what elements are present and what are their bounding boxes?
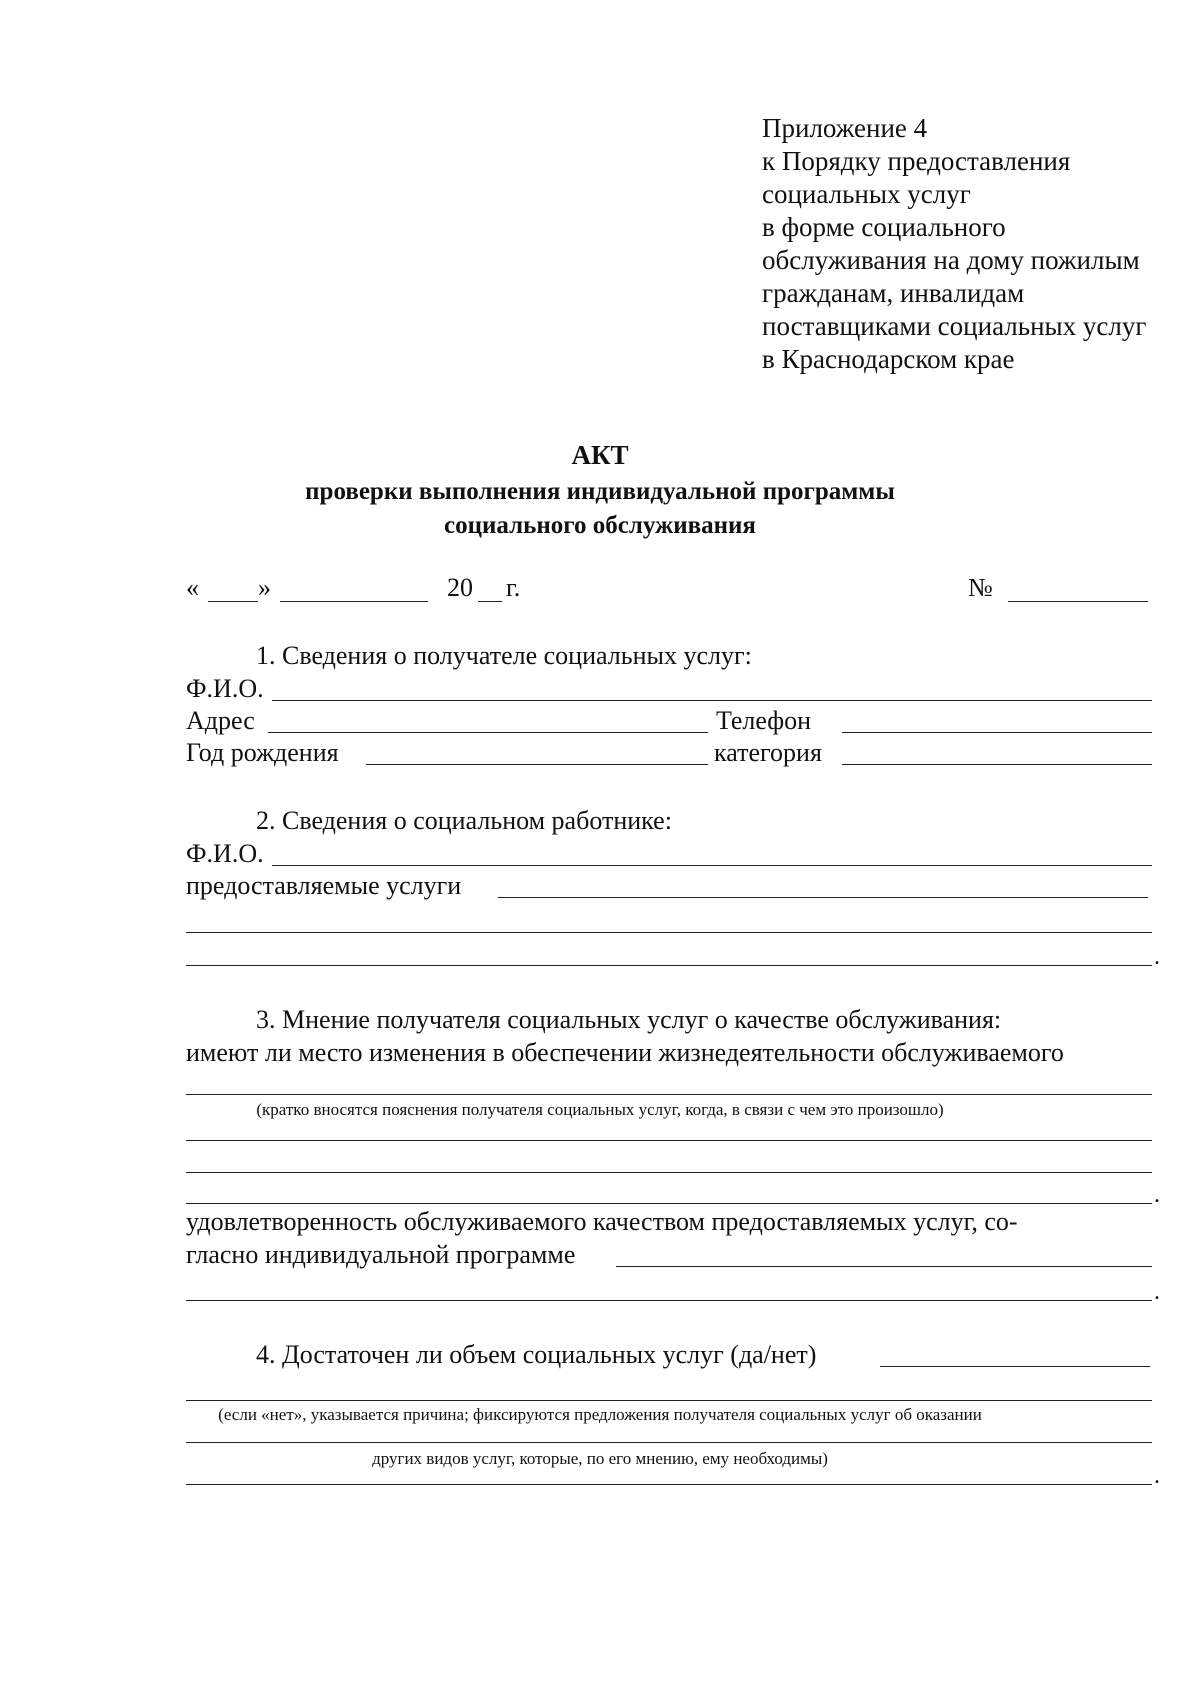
recipient-fio-label: Ф.И.О. [186,674,264,703]
year-prefix: 20 [447,573,473,602]
section4-heading: 4. Достаточен ли объем социальных услуг (да/нет) [256,1340,817,1369]
act-number-field[interactable] [1008,601,1148,602]
document-subtitle-line2: социального обслуживания [444,512,756,539]
worker-services-field[interactable] [498,897,1148,898]
sufficiency-answer-field[interactable] [880,1366,1150,1367]
satisfaction-text-line2: гласно индивидуальной программе [186,1240,576,1269]
day-field[interactable] [208,601,258,602]
changes-field-line2[interactable] [186,1140,1152,1141]
recipient-phone-field[interactable] [842,732,1152,733]
satisfaction-field-line2[interactable] [186,1300,1152,1301]
satisfaction-field[interactable] [616,1266,1152,1267]
recipient-address-label: Адрес [186,706,255,735]
appendix-line: Приложение 4 [762,113,928,143]
sufficiency-reason-field-line3[interactable] [186,1484,1152,1485]
section3-question: имеют ли место изменения в обеспечении жизнедеятельности обслуживаемого [186,1038,1064,1067]
satisfaction-text-line1: удовлетворенность обслуживаемого качеством предоставляемых услуг, со- [186,1207,1018,1236]
date-close-quote: » [258,573,271,602]
appendix-line: гражданам, инвалидам [762,278,1025,308]
appendix-line: к Порядку предоставления [762,146,1071,176]
appendix-block [762,112,1182,376]
recipient-fio-field[interactable] [272,700,1152,701]
worker-services-label: предоставляемые услуги [186,871,462,900]
sufficiency-reason-field-line2[interactable] [186,1442,1152,1443]
month-field[interactable] [280,601,428,602]
recipient-address-field[interactable] [268,732,708,733]
section4-hint-line2: других видов услуг, которые, по его мнению, ему необходимы) [372,1449,828,1468]
period-mark: . [1154,1279,1160,1305]
section2-heading: 2. Сведения о социальном работнике: [256,806,672,835]
section3-heading: 3. Мнение получателя социальных услуг о качестве обслуживания: [256,1005,1002,1034]
number-sign: № [968,573,993,602]
appendix-line: в Краснодарском крае [762,344,1015,374]
recipient-birth-year-label: Год рождения [186,738,339,767]
section1-heading: 1. Сведения о получателе социальных услуг: [256,641,752,670]
appendix-line: социальных услуг [762,179,971,209]
changes-field-line3[interactable] [186,1172,1152,1173]
appendix-line: в форме социального [762,212,1006,242]
section3-hint: (кратко вносятся пояснения получателя социальных услуг, когда, в связи с чем это произошло) [256,1100,944,1119]
sufficiency-reason-field[interactable] [186,1400,1152,1401]
changes-field-line4[interactable] [186,1203,1152,1204]
worker-services-field-line2[interactable] [186,932,1152,933]
recipient-birth-year-field[interactable] [366,764,708,765]
changes-field[interactable] [186,1094,1152,1095]
worker-fio-field[interactable] [272,865,1152,866]
recipient-category-field[interactable] [842,764,1152,765]
document-subtitle-line1: проверки выполнения индивидуальной программы [305,478,895,505]
period-mark: . [1154,1463,1160,1489]
appendix-line: поставщиками социальных услуг [762,311,1147,341]
year-suffix: г. [506,573,521,602]
section4-hint-line1: (если «нет», указывается причина; фиксируются предложения получателя социальных услуг об оказании [218,1405,982,1424]
recipient-category-label: категория [714,738,822,767]
worker-services-field-line3[interactable] [186,965,1152,966]
recipient-phone-label: Телефон [716,706,812,735]
period-mark: . [1154,944,1160,970]
worker-fio-label: Ф.И.О. [186,839,264,868]
document-title: АКТ [571,440,629,470]
date-open-quote: « [186,573,199,602]
appendix-line: обслуживания на дому пожилым [762,245,1140,275]
period-mark: . [1154,1182,1160,1208]
year-field[interactable] [478,601,502,602]
